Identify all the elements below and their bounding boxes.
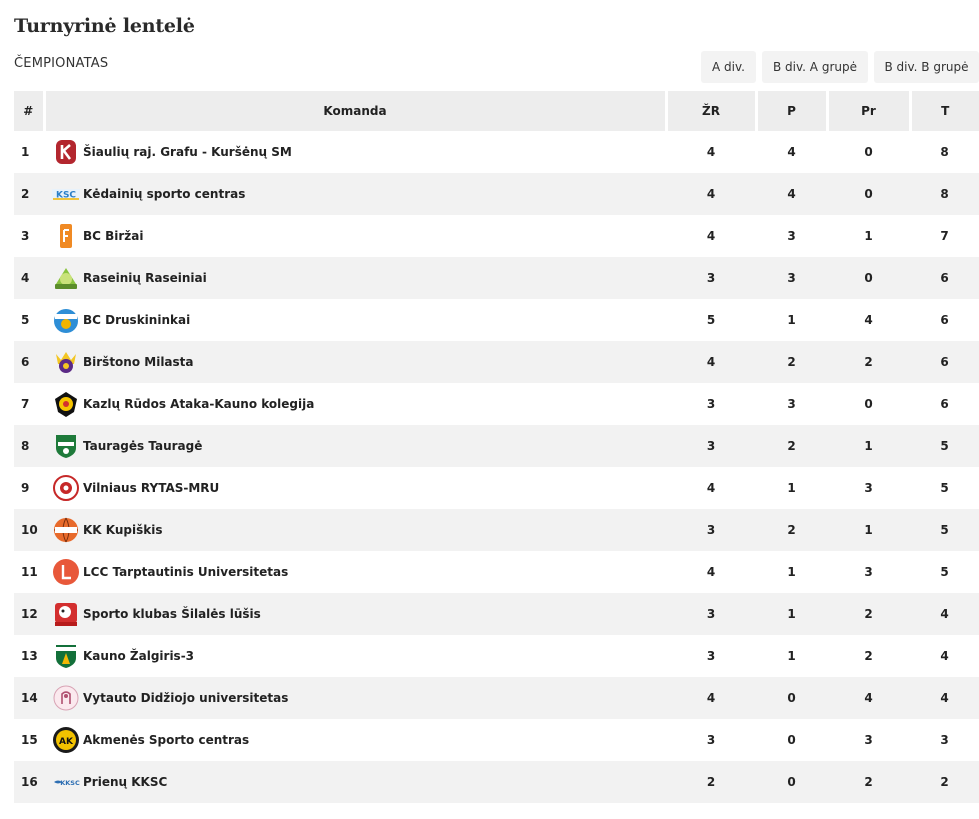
team-name[interactable]: KK Kupiškis: [83, 523, 163, 537]
games-cell: 3: [666, 509, 756, 551]
losses-cell: 1: [864, 229, 873, 243]
druskininkai-logo: [52, 306, 80, 334]
team-cell: [44, 467, 666, 509]
losses-cell: 2: [827, 761, 910, 803]
table-row: [14, 383, 979, 425]
losses-cell: 2: [864, 649, 873, 663]
team-name[interactable]: Kazlų Rūdos Ataka-Kauno kolegija: [83, 397, 315, 411]
position-cell: 9: [21, 481, 30, 495]
akmene-logo: [52, 726, 80, 754]
table-row: [14, 341, 979, 383]
team-cell: [44, 299, 666, 341]
zalgiris-logo: [52, 642, 80, 670]
wins-cell: 4: [787, 145, 796, 159]
position-cell: 10: [14, 509, 44, 551]
table-row: [14, 467, 979, 509]
losses-cell: 4: [827, 677, 910, 719]
team-cell: [44, 593, 666, 635]
column-header-losses: Pr: [827, 91, 910, 131]
position-cell: 14: [14, 677, 44, 719]
points-cell: 7: [940, 229, 949, 243]
points-cell: 2: [910, 761, 979, 803]
losses-cell: 3: [864, 733, 873, 747]
points-cell: 4: [910, 593, 979, 635]
team-name[interactable]: Akmenės Sporto centras: [83, 733, 250, 747]
losses-cell: 4: [864, 313, 873, 327]
points-cell: 4: [940, 649, 949, 663]
points-cell: 8: [910, 173, 979, 215]
points-cell: 6: [940, 313, 949, 327]
losses-cell: 0: [864, 397, 873, 411]
rytas-logo: [52, 474, 80, 502]
table-row: [14, 593, 979, 635]
games-cell: 4: [706, 481, 716, 495]
team-name[interactable]: LCC Tarptautinis Universitetas: [83, 565, 289, 579]
position-cell: 5: [21, 313, 30, 327]
wins-cell: 1: [787, 313, 796, 327]
games-cell: 3: [706, 733, 716, 747]
games-cell: 4: [666, 677, 756, 719]
games-cell: 4: [706, 229, 716, 243]
team-cell: [44, 677, 666, 719]
standings-table: [14, 91, 979, 803]
team-name[interactable]: BC Druskininkai: [83, 313, 191, 327]
team-cell: [44, 257, 666, 299]
points-cell: 5: [940, 565, 949, 579]
page-title: Turnyrinė lentelė: [14, 15, 195, 37]
taurage-logo: [52, 432, 80, 460]
team-cell: [44, 131, 666, 173]
table-row: [14, 257, 979, 299]
table-row: [14, 299, 979, 341]
team-name[interactable]: Vytauto Didžiojo universitetas: [83, 691, 289, 705]
kupiskis-logo: [52, 516, 80, 544]
column-header-position: #: [14, 91, 44, 131]
team-cell: [44, 173, 666, 215]
svg-text:KKSC: KKSC: [60, 779, 80, 787]
wins-cell: 0: [756, 761, 827, 803]
position-cell: 16: [14, 761, 44, 803]
team-name[interactable]: Prienų KKSC: [83, 775, 168, 789]
team-name[interactable]: Birštono Milasta: [83, 355, 194, 369]
table-header-row: [14, 91, 979, 131]
wins-cell: 1: [787, 481, 796, 495]
team-cell: [44, 509, 666, 551]
birzai-logo: [52, 222, 80, 250]
raseiniai-logo: [52, 264, 80, 292]
wins-cell: 0: [787, 733, 796, 747]
section-subtitle: ČEMPIONATAS: [14, 56, 109, 71]
kursenai-logo: [52, 138, 80, 166]
position-cell: 15: [21, 733, 38, 747]
wins-cell: 2: [756, 425, 827, 467]
position-cell: 11: [21, 565, 38, 579]
team-cell: [44, 551, 666, 593]
team-name[interactable]: Tauragės Tauragė: [83, 439, 203, 453]
kedainiai-logo: [52, 180, 80, 208]
games-cell: 3: [666, 257, 756, 299]
games-cell: 4: [706, 565, 716, 579]
games-cell: 2: [666, 761, 756, 803]
position-cell: 3: [21, 229, 30, 243]
wins-cell: 2: [756, 509, 827, 551]
prienai-logo: [52, 768, 80, 796]
position-cell: 2: [14, 173, 44, 215]
games-cell: 3: [666, 593, 756, 635]
losses-cell: 0: [827, 173, 910, 215]
table-row: [14, 131, 979, 173]
standings-body: [14, 131, 979, 803]
team-cell: [44, 635, 666, 677]
games-cell: 3: [706, 649, 716, 663]
team-name[interactable]: Sporto klubas Šilalės lūšis: [83, 607, 261, 621]
wins-cell: 1: [756, 593, 827, 635]
column-header-wins: P: [756, 91, 827, 131]
points-cell: 5: [910, 425, 979, 467]
wins-cell: 3: [787, 229, 796, 243]
position-cell: 4: [14, 257, 44, 299]
team-cell: [44, 761, 666, 803]
games-cell: 4: [666, 341, 756, 383]
division-tabs: [701, 51, 979, 83]
position-cell: 1: [21, 145, 30, 159]
position-cell: 12: [14, 593, 44, 635]
losses-cell: 2: [827, 341, 910, 383]
column-header-team: Komanda: [44, 91, 666, 131]
column-header-points: T: [910, 91, 979, 131]
games-cell: 3: [666, 425, 756, 467]
losses-cell: 3: [864, 481, 873, 495]
table-row: [14, 677, 979, 719]
table-row: [14, 173, 979, 215]
position-cell: 8: [14, 425, 44, 467]
team-cell: [44, 719, 666, 761]
tab-b-div-a-group[interactable]: B div. A grupė: [762, 51, 868, 83]
table-row: [14, 761, 979, 803]
team-name[interactable]: Kėdainių sporto centras: [83, 187, 246, 201]
losses-cell: 0: [827, 257, 910, 299]
table-row: [14, 719, 979, 761]
table-row: [14, 635, 979, 677]
losses-cell: 1: [827, 425, 910, 467]
team-cell: [44, 383, 666, 425]
points-cell: 6: [910, 341, 979, 383]
team-name[interactable]: Šiaulių raj. Grafu - Kuršėnų SM: [83, 145, 292, 159]
games-cell: 5: [706, 313, 716, 327]
losses-cell: 3: [864, 565, 873, 579]
points-cell: 6: [940, 397, 949, 411]
position-cell: 6: [14, 341, 44, 383]
points-cell: 6: [910, 257, 979, 299]
table-row: [14, 509, 979, 551]
points-cell: 8: [940, 145, 949, 159]
wins-cell: 4: [756, 173, 827, 215]
vdu-logo: [52, 684, 80, 712]
position-cell: 7: [21, 397, 30, 411]
kazlu-ruda-logo: [52, 390, 80, 418]
silale-logo: [52, 600, 80, 628]
svg-text:AK: AK: [59, 737, 73, 747]
losses-cell: 2: [827, 593, 910, 635]
table-row: [14, 215, 979, 257]
team-name[interactable]: Kauno Žalgiris-3: [83, 649, 195, 663]
games-cell: 3: [706, 397, 716, 411]
points-cell: 5: [940, 481, 949, 495]
team-cell: [44, 341, 666, 383]
column-header-games: ŽR: [666, 91, 756, 131]
wins-cell: 1: [787, 649, 796, 663]
birstonas-logo: [52, 348, 80, 376]
team-cell: [44, 215, 666, 257]
tab-b-div-b-group[interactable]: B div. B grupė: [874, 51, 979, 83]
wins-cell: 2: [756, 341, 827, 383]
losses-cell: 1: [827, 509, 910, 551]
wins-cell: 1: [787, 565, 796, 579]
tab-a-div[interactable]: A div.: [701, 51, 756, 83]
svg-text:KSC: KSC: [55, 190, 77, 201]
games-cell: 4: [666, 173, 756, 215]
team-name[interactable]: Vilniaus RYTAS-MRU: [83, 481, 220, 495]
wins-cell: 3: [787, 397, 796, 411]
points-cell: 5: [910, 509, 979, 551]
lcc-logo: [52, 558, 80, 586]
wins-cell: 3: [756, 257, 827, 299]
team-cell: [44, 425, 666, 467]
team-name[interactable]: Raseinių Raseiniai: [83, 271, 207, 285]
games-cell: 4: [706, 145, 716, 159]
losses-cell: 0: [864, 145, 873, 159]
points-cell: 3: [940, 733, 949, 747]
position-cell: 13: [21, 649, 38, 663]
team-name[interactable]: BC Biržai: [83, 229, 144, 243]
points-cell: 4: [910, 677, 979, 719]
wins-cell: 0: [756, 677, 827, 719]
table-row: [14, 551, 979, 593]
table-row: [14, 425, 979, 467]
